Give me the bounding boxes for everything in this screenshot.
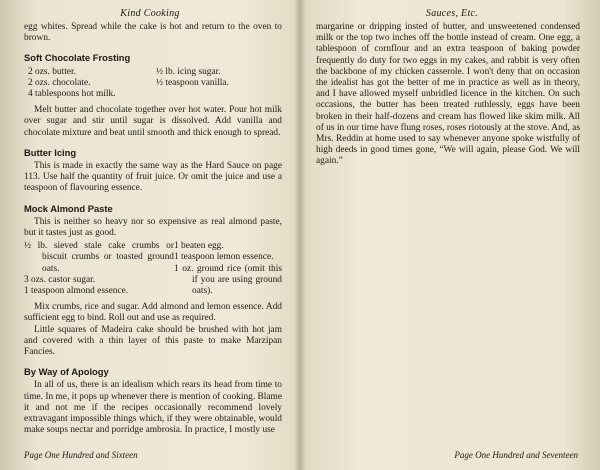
right-running-head: Sauces, Etc. bbox=[425, 8, 479, 19]
soft-chocolate-ingredients bbox=[24, 67, 282, 101]
right-page bbox=[304, 0, 600, 470]
mock-almond-paste-heading: Mock Almond Paste bbox=[24, 202, 113, 214]
ingredients-column-right bbox=[174, 241, 282, 297]
ingredient bbox=[146, 89, 282, 100]
ingredient: 1 teaspoon lemon essence. bbox=[174, 252, 274, 263]
mock-almond-method: Mix crumbs, rice and sugar. Add almond and lemon essence. Add sufficient egg to bind. Roll out and use as required. bbox=[24, 302, 282, 324]
left-page-body bbox=[24, 22, 282, 437]
ingredient: 1 beaten egg. bbox=[174, 241, 224, 252]
continued-text: egg whites. Spread while the cake is hot and return to the oven to brown. bbox=[24, 22, 282, 44]
left-page-number: Page One Hundred and Sixteen bbox=[24, 450, 138, 460]
mock-almond-ingredients bbox=[24, 241, 282, 297]
ingredient: 2 ozs. chocolate. bbox=[28, 77, 91, 88]
butter-icing-text: This is made in exactly the same way as the Hard Sauce on page 113. Use half the quantity of fruit juice. Or omit the juice and use a teaspoon of flavouring essence. bbox=[24, 161, 282, 194]
right-page-number: Page One Hundred and Seventeen bbox=[454, 450, 578, 460]
butter-icing-heading: Butter Icing bbox=[24, 146, 77, 158]
ingredient: 1 oz. ground rice (omit this if you are using ground oats). bbox=[174, 263, 282, 297]
apology-text: In all of us, there is an idealism which rears its head from time to time. In me, it pops up whenever there is mention of cooking. Blame it and not me if the recipes occasionally recommend lovely extravagant impossible things which, if they were obtainable, would make soups nectar and porridge ambrosia. In practice, I mostly use bbox=[24, 380, 283, 436]
ingredient: 1 teaspoon almond essence. bbox=[24, 286, 129, 297]
by-way-of-apology-heading: By Way of Apology bbox=[24, 366, 109, 378]
left-running-head: Kind Cooking bbox=[120, 8, 180, 19]
ingredient: 4 tablespoons hot milk. bbox=[28, 89, 116, 100]
soft-chocolate-frosting-heading: Soft Chocolate Frosting bbox=[24, 52, 131, 64]
ingredients-column-left bbox=[24, 241, 174, 297]
mock-almond-intro: This is neither so heavy nor so expensive as real almond paste, but it tastes just as good. bbox=[24, 216, 282, 239]
ingredient: 2 ozs. butter. bbox=[28, 66, 76, 77]
ingredient: ½ lb. sieved stale cake crumbs or biscuit crumbs or toasted ground oats. bbox=[24, 241, 174, 274]
apology-continued-text: margarine or dripping insted of butter, and unsweetened condensed milk or the top two inches off the bottle instead of cream. One egg, a tablespoon of cornflour and an extra teaspoon of baking powder frequently do duty for two eggs in my cakes, and rabbit is very often the backbone of my chicken casserole. I won't deny that on occasion the idealist has got the better of me in practice as well as in theory, and I have allowed myself unbridled licence in the kitchen. On such occasions, the butter has been treated ruthlessly, eggs have been broken in their half-dozens and cream has flowed like skim milk. All of us in our time have flung roses, roses riotously at the stove. And, as Mrs. Reddin at home used to say whenever anyone spoke wistfully of high deeds in good times gone, “We will again, please God. We will again.” bbox=[316, 22, 580, 167]
ingredient: ½ teaspoon vanilla. bbox=[156, 77, 229, 88]
right-page-body bbox=[316, 22, 580, 168]
soft-chocolate-method: Melt butter and chocolate together over hot water. Pour hot milk over sugar and stir until sugar is dissolved. Add vanilla and chocolate mixture and beat until smooth and thick enough to spread. bbox=[24, 105, 282, 138]
ingredient: ½ lb. icing sugar. bbox=[156, 66, 221, 77]
ingredient: 3 ozs. castor sugar. bbox=[24, 274, 96, 285]
mock-almond-note: Little squares of Madeira cake should be brushed with hot jam and covered with a thin layer of this paste to make Marzipan Fancies. bbox=[24, 324, 282, 358]
